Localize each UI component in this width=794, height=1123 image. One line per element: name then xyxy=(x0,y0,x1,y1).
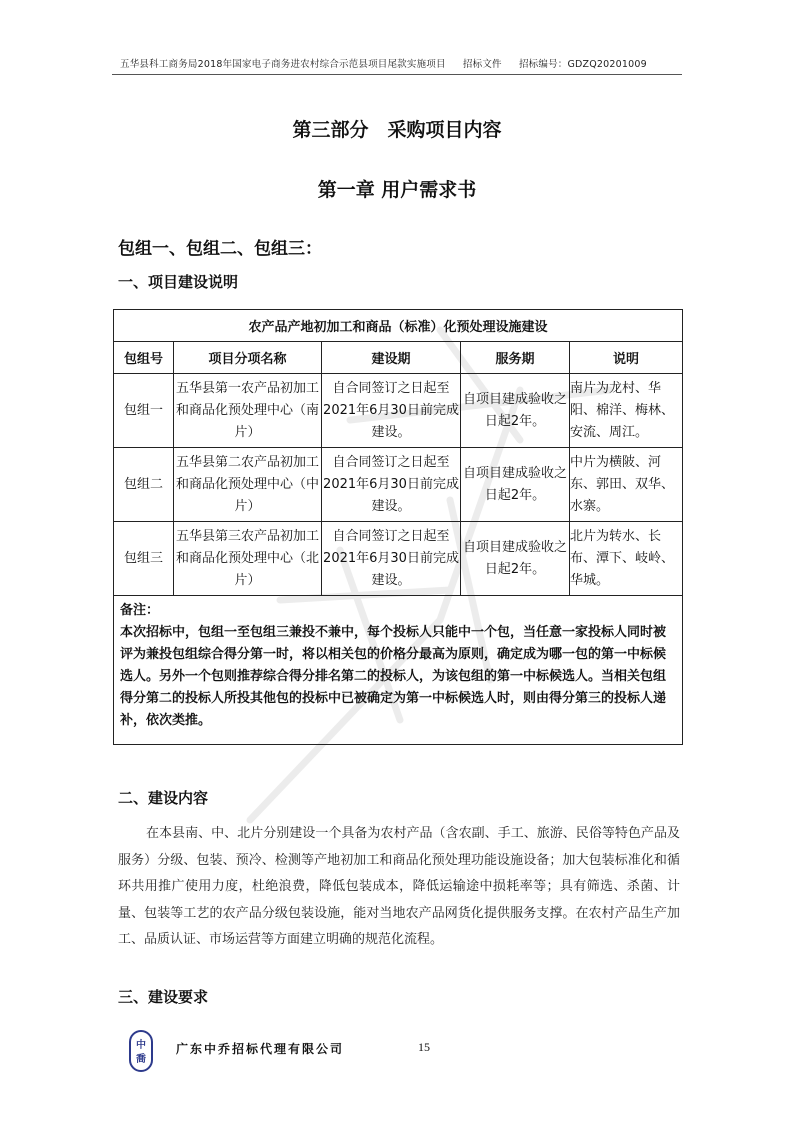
cell-name: 五华县第二农产品初加工和商品化预处理中心（中片） xyxy=(174,448,322,522)
table-header-row xyxy=(114,342,683,374)
page-number: 15 xyxy=(418,1040,430,1054)
cell-desc: 中片为横陂、河东、郭田、双华、水寨。 xyxy=(570,448,683,522)
project-table xyxy=(113,309,683,745)
column-header: 说明 xyxy=(570,342,683,374)
chapter-title: 第一章 用户需求书 xyxy=(317,179,477,201)
column-header: 项目分项名称 xyxy=(174,342,322,374)
package-heading: 包组一、包组二、包组三： xyxy=(118,239,322,259)
column-header: 服务期 xyxy=(461,342,570,374)
notes-label: 备注： xyxy=(120,603,160,618)
table-row xyxy=(114,448,683,522)
cell-service: 自项目建成验收之日起2年。 xyxy=(461,522,570,596)
cell-period: 自合同签订之日起至2021年6月30日前完成建设。 xyxy=(322,374,461,448)
cell-name: 五华县第三农产品初加工和商品化预处理中心（北片） xyxy=(174,522,322,596)
cell-period: 自合同签订之日起至2021年6月30日前完成建设。 xyxy=(322,448,461,522)
header-divider xyxy=(112,74,682,75)
cell-group: 包组三 xyxy=(114,522,174,596)
footer-company: 广东中乔招标代理有限公司 xyxy=(176,1042,345,1056)
notes-text: 本次招标中，包组一至包组三兼投不兼中，每个投标人只能中一个包，当任意一家投标人同时被评为兼投包组综合得分第一时，将以相关包的价格分最高为原则，确定成为哪一包的第一中标候选人。另外一个包则推荐综合得分排名第二的投标人，为该包组的第一中标候选人。当相关包组得分第二的投标人所投其他包的投标中已被确定为第一中标候选人时，则由得分第三的投标人递补，依次类推。 xyxy=(120,625,667,728)
section-2-paragraph: 在本县南、中、北片分别建设一个具备为农村产品（含农副、手工、旅游、民俗等特色产品及服务）分级、包装、预冷、检测等产地初加工和商品化预处理功能设施设备；加大包装标准化和循环共用推广使用力度，杜绝浪费，降低包装成本，降低运输途中损耗率等；具有筛选、杀菌、计量、包装等工艺的农产品分级包装设施，能对当地农产品网货化提供服务支撑。在农村产品生产加工、品质认证、市场运营等方面建立明确的规范化流程。 xyxy=(118,826,680,947)
cell-group: 包组一 xyxy=(114,374,174,448)
cell-desc: 南片为龙村、华阳、棉洋、梅林、安流、周江。 xyxy=(570,374,683,448)
table-caption: 农产品产地初加工和商品（标准）化预处理设施建设 xyxy=(114,310,683,342)
section-heading-2: 二、建设内容 xyxy=(118,789,209,807)
header-tender-no: 招标编号：GDZQ20201009 xyxy=(518,59,647,70)
section-heading-1: 一、项目建设说明 xyxy=(118,273,239,291)
table-row xyxy=(114,374,683,448)
cell-period: 自合同签订之日起至2021年6月30日前完成建设。 xyxy=(322,522,461,596)
cell-group: 包组二 xyxy=(114,448,174,522)
table-notes xyxy=(114,596,683,745)
svg-text:中: 中 xyxy=(136,1040,146,1051)
company-logo xyxy=(128,1029,154,1073)
page-header xyxy=(120,56,680,70)
cell-service: 自项目建成验收之日起2年。 xyxy=(461,374,570,448)
svg-text:喬: 喬 xyxy=(136,1054,146,1065)
table-row xyxy=(114,522,683,596)
section-heading-3: 三、建设要求 xyxy=(118,988,209,1006)
column-header: 包组号 xyxy=(114,342,174,374)
cell-name: 五华县第一农产品初加工和商品化预处理中心（南片） xyxy=(174,374,322,448)
header-doc-type: 招标文件 xyxy=(462,59,502,70)
header-project: 五华县科工商务局2018年国家电子商务进农村综合示范县项目尾款实施项目 xyxy=(120,59,446,70)
cell-desc: 北片为转水、长布、潭下、岐岭、华城。 xyxy=(570,522,683,596)
cell-service: 自项目建成验收之日起2年。 xyxy=(461,448,570,522)
column-header: 建设期 xyxy=(322,342,461,374)
part-title: 第三部分 采购项目内容 xyxy=(292,119,502,141)
